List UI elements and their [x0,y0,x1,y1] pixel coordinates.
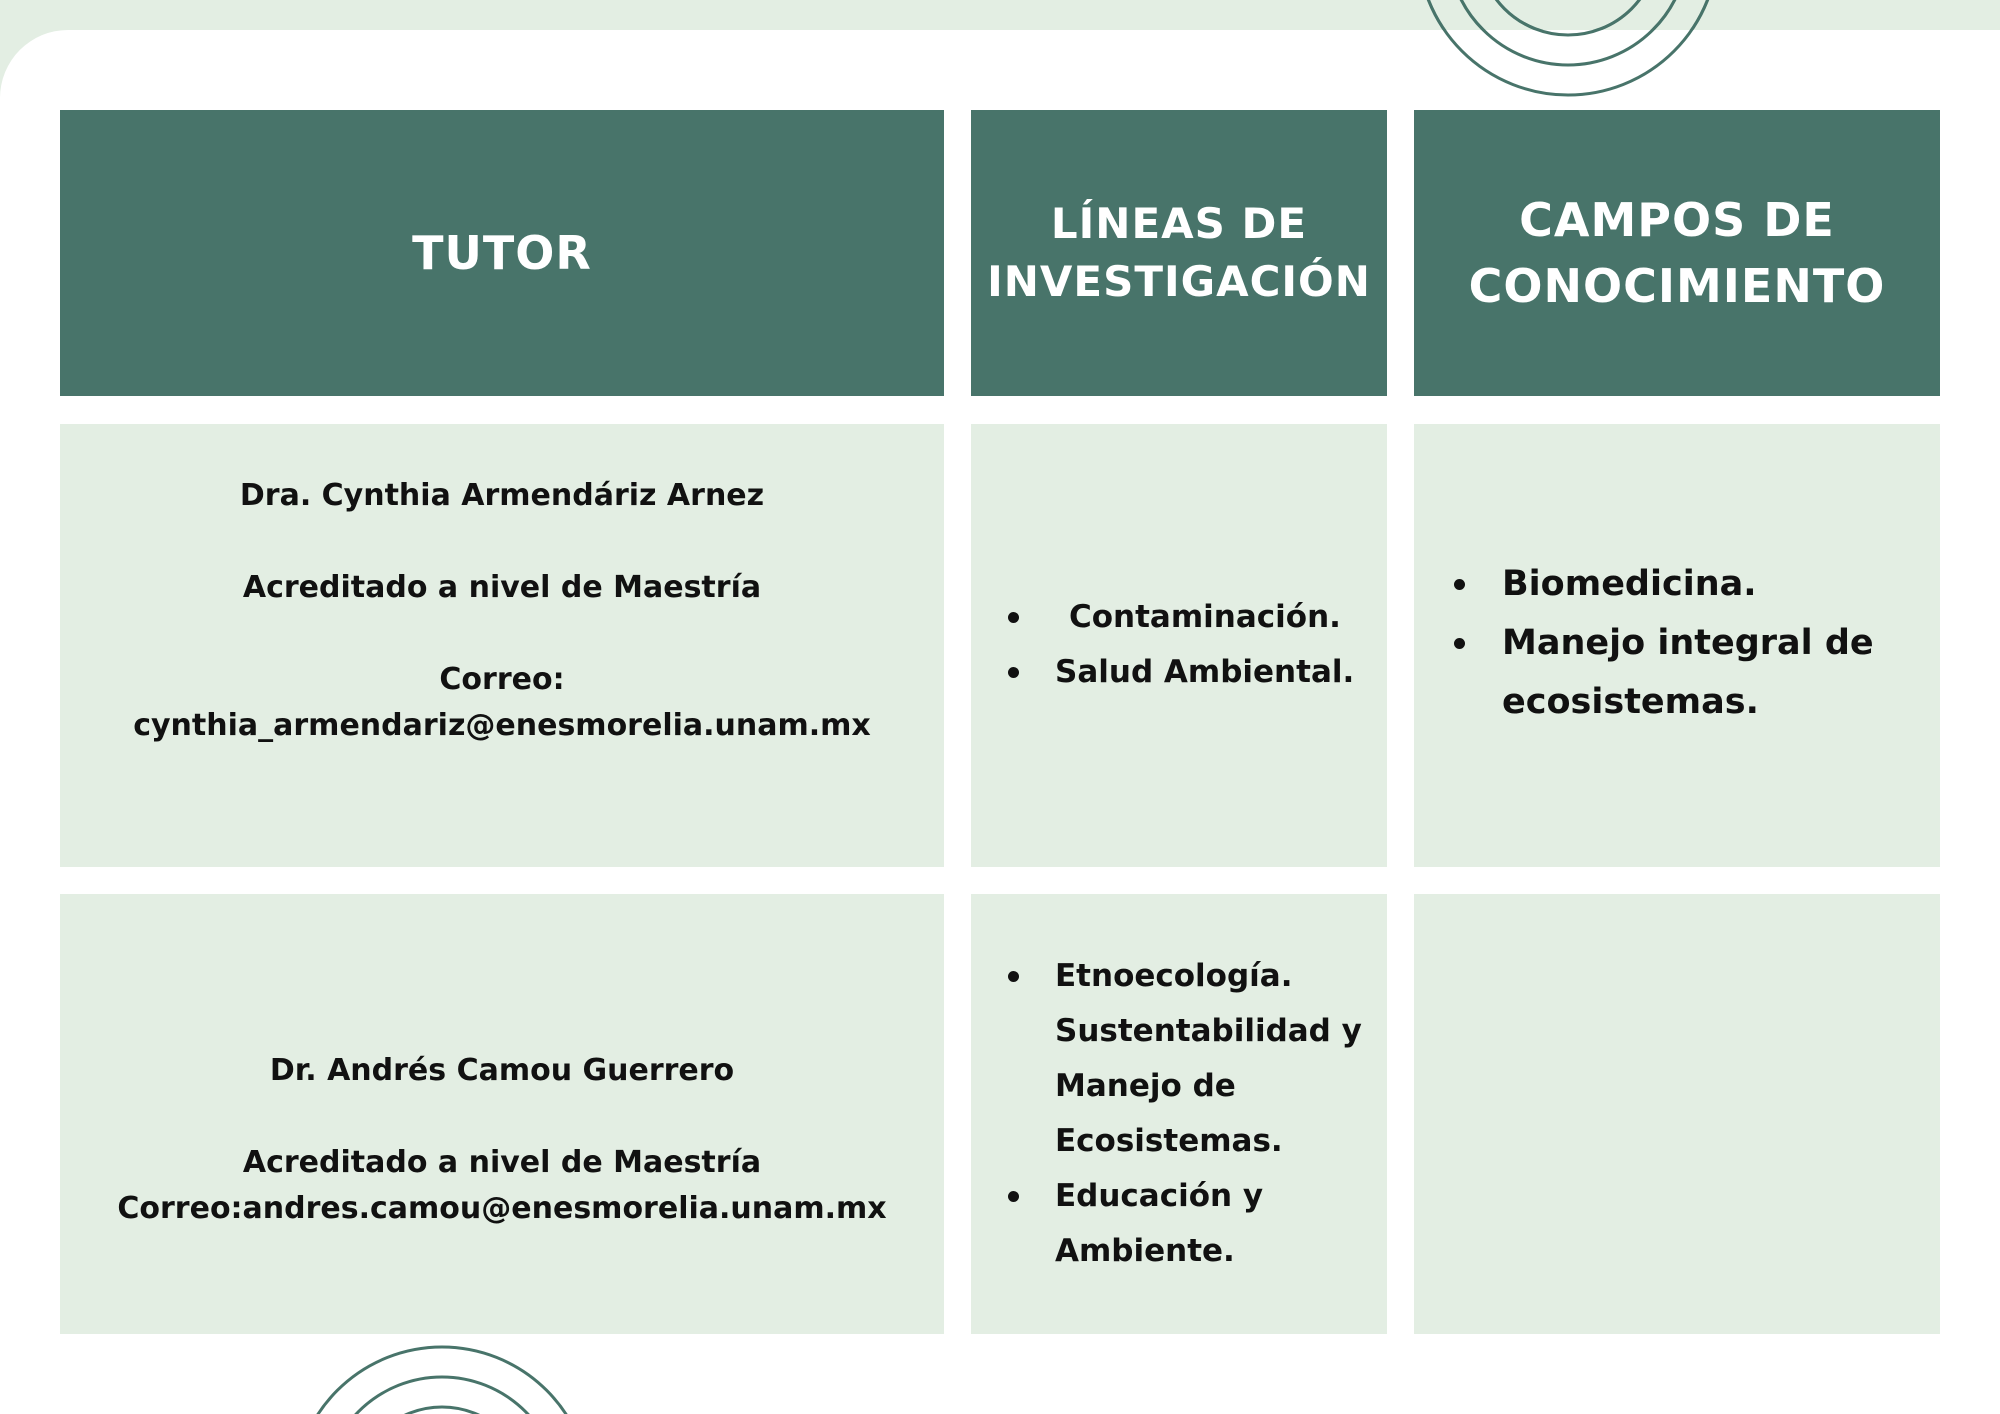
row-2-tutor-name: Dr. Andrés Camou Guerrero [269,1053,735,1088]
header-lineas-label-line2: INVESTIGACIÓN [987,257,1371,306]
row-2-accreditation: Acreditado a nivel de Maestría [242,1145,762,1180]
row-2-fields-cell [1414,894,1940,1334]
row-2-lines-list [971,949,1387,1279]
row-2-email[interactable]: Correo:andres.camou@enesmorelia.unam.mx [117,1191,887,1226]
list-item: Salud Ambiental. [971,645,1387,700]
row-1-email-label: Correo: [439,661,565,697]
concentric-circles-top-overlay [1400,0,1740,110]
header-campos-label-line2: CONOCIMIENTO [1468,259,1886,313]
list-item: Manejo integral de ecosistemas. [1414,614,1940,732]
row-1-tutor-name: Dra. Cynthia Armendáriz Arnez [239,477,765,513]
row-1-accreditation: Acreditado a nivel de Maestría [242,569,762,605]
list-item: Etnoecología. Sustentabilidad y Manejo de Ecosistemas. [971,949,1387,1169]
row-1-tutor-cell [60,424,944,867]
row-1-lines-list [971,590,1387,700]
header-campos-conocimiento [1414,110,1940,396]
header-lineas-investigacion [971,110,1387,396]
list-item: Biomedicina. [1414,555,1940,614]
list-item: Educación y Ambiente. [971,1169,1387,1279]
row-1-email[interactable]: cynthia_armendariz@enesmorelia.unam.mx [133,707,871,743]
header-campos-label-line1: CAMPOS DE [1519,193,1835,247]
concentric-circles-bottom-decoration [290,1345,590,1414]
header-tutor [60,110,944,396]
row-1-lines-cell [971,424,1387,867]
row-1-fields-list [1414,555,1940,732]
row-1-fields-cell [1414,424,1940,867]
header-tutor-label: TUTOR [412,226,592,280]
header-lineas-label-line1: LÍNEAS DE [1050,199,1308,248]
list-item: Contaminación. [971,590,1387,645]
row-2-tutor-cell [60,894,944,1334]
row-2-lines-cell [971,894,1387,1334]
